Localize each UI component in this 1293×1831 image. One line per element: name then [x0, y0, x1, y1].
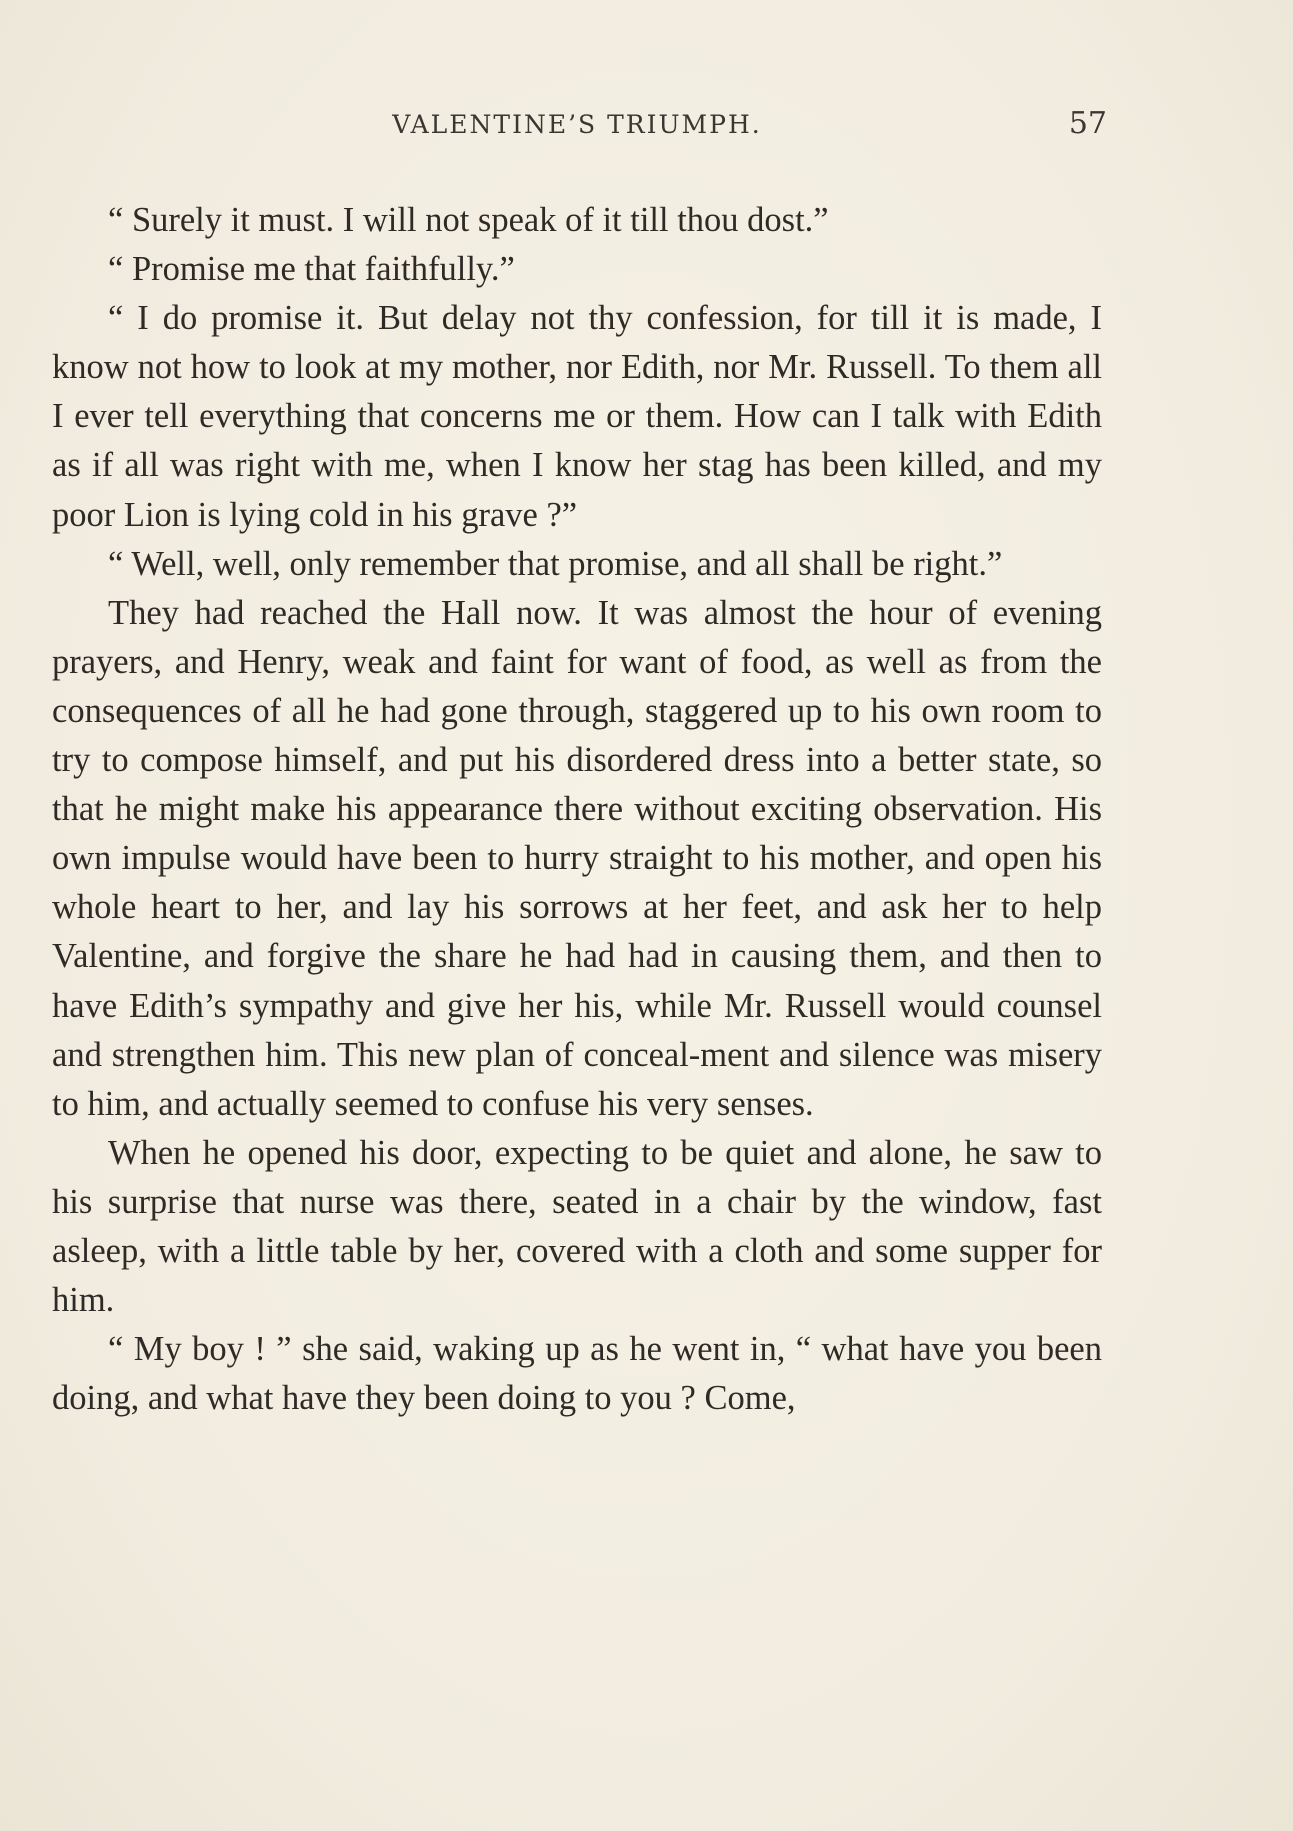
page-header — [52, 106, 1107, 150]
paragraph: “ Surely it must. I will not speak of it till thou dost.” — [108, 201, 829, 239]
paragraph: They had reached the Hall now. It was almost the hour of evening prayers, and Henry, weak and faint for want of food, as well as from the consequences of all he had gone through, staggered up to his own room to try to compose himself, and put his disordered dress into a better state, so that he might make his appearance there without exciting observation. His own impulse would have been to hurry straight to his mother, and open his whole heart to her, and lay his sorrows at her feet, and ask her to help Valentine, and forgive the share he had had in causing them, and then to have Edith’s sympathy and give her his, while Mr. Russell would counsel and strengthen him. This new plan of conceal-ment and silence was misery to him, and actually seemed to confuse his very senses. — [52, 593, 1102, 1123]
running-head: VALENTINE’S TRIUMPH. — [392, 110, 762, 139]
body-text — [52, 196, 1102, 1423]
page-number: 57 — [1068, 106, 1107, 141]
paragraph: “ Promise me that faithfully.” — [108, 250, 515, 289]
paragraph: “ I do promise it. But delay not thy confession, for till it is made, I know not how to look at my mother, nor Edith, nor Mr. Russell. To them all I ever tell everything that concerns me or them. How can I talk with Edith as if all was right with me, when I know her stag has been killed, and my poor Lion is lying cold in his grave ?” — [52, 299, 1102, 534]
paragraph: When he opened his door, expecting to be quiet and alone, he saw to his surprise that nurse was there, seated in a chair by the window, fast asleep, with a little table by her, covered with a cloth and some supper for him. — [52, 1133, 1102, 1320]
paragraph: “ Well, well, only remember that promise, and all shall be right.” — [108, 544, 1003, 583]
paragraph: “ My boy ! ” she said, waking up as he went in, “ what have you been doing, and what have they been doing to you ? Come, — [52, 1330, 1102, 1418]
